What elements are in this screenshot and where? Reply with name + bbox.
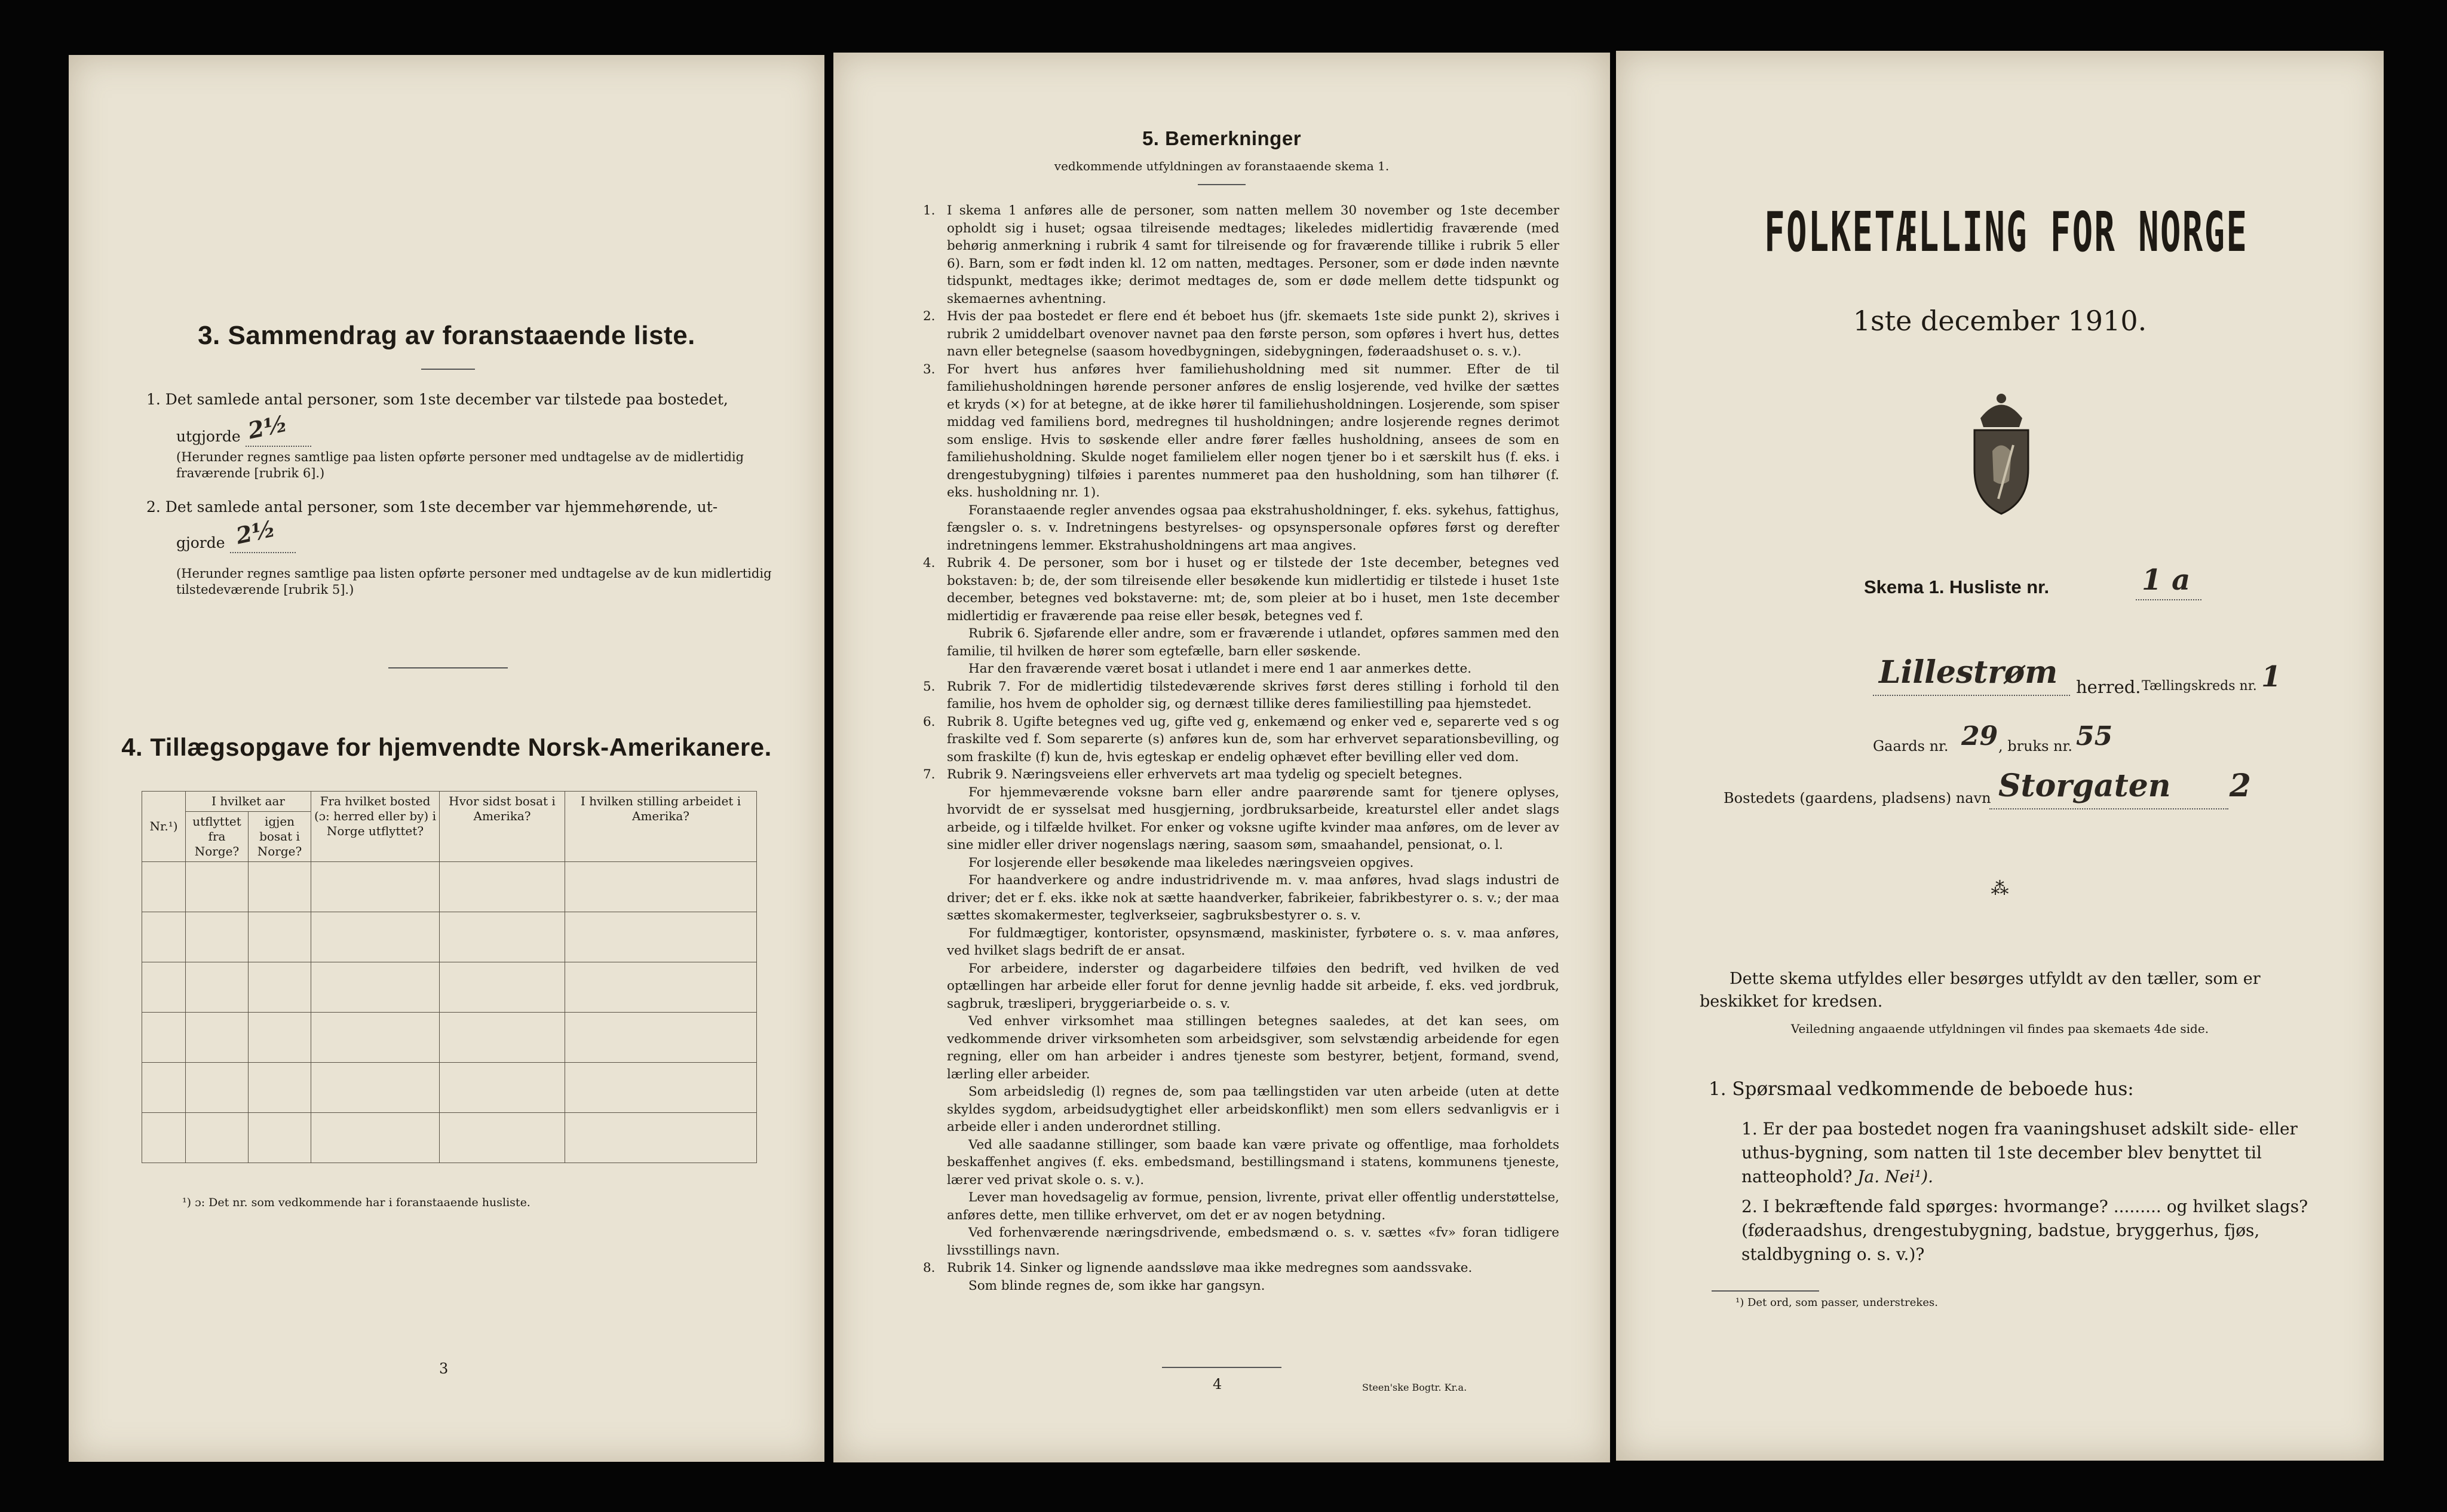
table-row	[142, 912, 757, 962]
remark-text: For fuldmægtiger, kontorister, opsynsmænd, maskinister, fyrbøtere o. s. v. maa anføres, ved hvilket slags bedrift de er ansat.	[947, 925, 1559, 958]
remark-item	[923, 1259, 1559, 1277]
remark-item	[923, 625, 1559, 660]
question-1-answer: Ja. Nei¹).	[1857, 1167, 1934, 1186]
skema-label: Skema 1. Husliste nr.	[1864, 576, 2050, 597]
remark-item	[923, 678, 1559, 713]
question-1	[1741, 1117, 2309, 1189]
item-1-handwritten: 2½	[246, 409, 290, 444]
remark-text: Hvis der paa bostedet er flere end ét beboet hus (jfr. skemaets 1ste side punkt 2), skrives i rubrik 2 umiddelbart ovenover navnet paa den første person, som opføres i hvert hus, dettes navn eller betegnelse (saasom hovedbygningen, sidebygningen, føderaadshuset o. s. v.).	[947, 309, 1559, 359]
remark-text: Som arbeidsledig (l) regnes de, som paa tællingstiden var uten arbeide (uten at dette skyldes sygdom, arbeidsudygtighet eller arbeidskonflikt) men som ellers sedvanligvis er i arbeide eller i anden underordnet stilling.	[947, 1084, 1559, 1134]
item-1-label-text: utgjorde	[176, 428, 241, 445]
remark-item	[923, 502, 1559, 555]
remarks-list	[923, 202, 1559, 1295]
norwegian-coat-of-arms-icon	[1957, 385, 2046, 517]
remark-text: Rubrik 6. Sjøfarende eller andre, som er fraværende i utlandet, opføres sammen med den familie, til hvilken de hører som egtefælle, barn eller søskende.	[947, 626, 1559, 659]
remark-item	[923, 960, 1559, 1013]
remark-number: 7.	[923, 767, 936, 782]
remark-item	[923, 1136, 1559, 1189]
remark-item	[923, 925, 1559, 960]
herred-value: Lillestrøm	[1879, 654, 2058, 691]
remark-item	[923, 1224, 1559, 1259]
divider	[388, 667, 508, 668]
census-title-wrap	[1616, 200, 2384, 264]
footnote: ¹) Det ord, som passer, understrekes.	[1735, 1296, 1938, 1309]
remark-item	[923, 1013, 1559, 1083]
remark-text: For arbeidere, inderster og dagarbeidere tilføies den bedrift, ved hvilken de ved optællingen har arbeide eller forut for denne jevnlig hadde sit arbeide, f. eks. ved jordbruk, sagbruk, træsliperi, bryggeriarbeide o. s. v.	[947, 961, 1559, 1011]
remark-number: 1.	[923, 203, 936, 218]
remark-text: Ved enhver virksomhet maa stillingen betegnes saaledes, at det kan sees, om vedkommende driver virksomheten som arbeidsgiver, som selvstændig arbeidende for egen regning, eller om han arbeider i andres tjeneste som bestyrer, betjent, formand, svend, lærling eller arbeider.	[947, 1014, 1559, 1082]
remark-text: For hvert hus anføres hver familiehusholdning med sit nummer. Efter de til familiehusholdningen hørende personer anføres de enslig losjerende, ved hvilke der sættes et kryds (×) for at betegne, at de ikke hører til familiehusholdningen. Losjerende, som spiser middag ved familiens bord, medregnes til husholdningen; andre losjerende regnes derimot som enslige. Hvis to søskende eller andre fører fælles husholdning, ansees de som en familiehusholdning. Skulde noget familielem eller nogen tjener bo i et særskilt hus (f. eks. i drengestubygning) tilføies i parentes nummeret paa den husholdning, som han tilhører (f. eks. husholdning nr. 1).	[947, 361, 1559, 500]
item-2-text: 2. Det samlede antal personer, som 1ste december var hjemmehørende, ut-	[146, 498, 718, 516]
remark-text: For losjerende eller besøkende maa likeledes næringsveien opgives.	[968, 855, 1414, 870]
remark-text: Foranstaaende regler anvendes ogsaa paa ekstrahusholdninger, f. eks. sykehus, fattighus, fængsler o. s. v. Indretningens bestyrelses- og opsynspersonale opføres først og derefter indretningens lemmer. Ekstrahusholdningens art maa angives.	[947, 502, 1559, 553]
remark-item	[923, 308, 1559, 361]
remark-item	[923, 1189, 1559, 1224]
table-row	[142, 862, 757, 912]
header-hvilket-aar: I hvilket aar	[186, 792, 311, 812]
page-number: 4	[1213, 1376, 1222, 1393]
questions-heading: 1. Spørsmaal vedkommende de beboede hus:	[1709, 1078, 2134, 1100]
divider	[421, 369, 475, 370]
table-row	[142, 1113, 757, 1163]
remark-item	[923, 1277, 1559, 1295]
item-2-note: (Herunder regnes samtlige paa listen opførte personer med undtagelse av de kun midlertidig tilstedeværende [rubrik 5].)	[176, 566, 772, 597]
remark-number: 3.	[923, 361, 936, 377]
item-1-text: 1. Det samlede antal personer, som 1ste december var tilstede paa bostedet,	[146, 391, 728, 408]
remark-item	[923, 854, 1559, 872]
remark-item	[923, 361, 1559, 502]
remark-text: Ved alle saadanne stillinger, som baade kan være private og offentlige, maa forholdets beskaffenhet angives (f. eks. embedsmand, bestillingsmand i statens, kommunens tjeneste, lærer ved privat skole o. s. v.).	[947, 1137, 1559, 1188]
table-row	[142, 962, 757, 1013]
remark-text: Som blinde regnes de, som ikke har gangsyn.	[968, 1278, 1265, 1293]
bruks-label: , bruks nr.	[1998, 738, 2072, 755]
item-2-label-text: gjorde	[176, 534, 225, 551]
divider	[1198, 184, 1246, 185]
husliste-nr-value: 1 a	[2142, 563, 2191, 597]
info-guidance: Veiledning angaaende utfyldningen vil findes paa skemaets 4de side.	[1790, 1022, 2209, 1036]
remark-item	[923, 713, 1559, 766]
norsk-amerikanere-table	[142, 791, 757, 1163]
printer-imprint: Steen'ske Bogtr. Kr.a.	[1362, 1382, 1467, 1393]
kreds-value: 1	[2261, 660, 2282, 694]
remark-item	[923, 660, 1559, 678]
gaards-value: 29	[1961, 721, 1998, 752]
remark-number: 6.	[923, 714, 936, 729]
table-row	[142, 1013, 757, 1063]
remark-item	[923, 202, 1559, 308]
remark-number: 2.	[923, 309, 936, 324]
remark-text: I skema 1 anføres alle de personer, som natten mellem 30 november og 1ste december opholdt sig i huset; ogsaa tilreisende medtages; likeledes midlertidig fraværende (med behørig anmerkning i rubrik 4 samt for tilreisende og for fraværende tillike i rubrik 5 eller 6). Barn, som er født inden kl. 12 om natten, medtages. Personer, som er døde inden nævnte tidspunkt, medtages ikke; derimot medtages de, som er døde mellem dette tidspunkt og skemaernes avhentning.	[947, 203, 1559, 306]
item-1-note: (Herunder regnes samtlige paa listen opførte personer med undtagelse av de midlertidig fraværende [rubrik 6].)	[176, 450, 744, 480]
remark-text: For hjemmeværende voksne barn eller andre paarørende samt for tjenere oplyses, hvorvidt de er sysselsat med husgjerning, jordbruksarbeide, kreaturstel eller andet slags arbeide, og i tilfælde hvilket. For enker og voksne ugifte kvinder maa anføres, om de lever av sine midler eller driver nogenslags næring, saasom søm, smaahandel, pensionat, o. l.	[947, 784, 1559, 852]
remark-number: 8.	[923, 1260, 936, 1275]
bruks-value: 55	[2076, 721, 2113, 752]
question-1-text: 1. Er der paa bostedet nogen fra vaaningshuset adskilt side- eller uthus-bygning, som natten til 1ste december blev benyttet til natteophold?	[1741, 1119, 2298, 1186]
census-date: 1ste december 1910.	[1853, 305, 2147, 337]
remarks-title: 5. Bemerkninger	[1142, 127, 1302, 149]
census-title: FOLKETÆLLING FOR NORGE	[1764, 200, 2249, 264]
remark-text: Rubrik 9. Næringsveiens eller erhvervets art maa tydelig og specielt betegnes.	[947, 767, 1463, 782]
remark-text: Lever man hovedsagelig av formue, pension, livrente, privat eller offentlig understøttelse, anføres dette, men tillike erhvervet, om det er av nogen betydning.	[947, 1190, 1559, 1223]
remark-text: Rubrik 8. Ugifte betegnes ved ug, gifte ved g, enkemænd og enker ved e, separerte ved s og fraskilte ved f. Som separerte (s) anføres kun de, som har erhvervet separationsbevilling, og som fraskilte (f) kun de, hvis egteskap er endelig ophævet efter bevilling eller ved dom.	[947, 714, 1559, 765]
bosted-value: Storgaten 2	[1998, 768, 2251, 804]
kreds-label: Tællingskreds nr.	[2142, 679, 2257, 694]
section-4-title: 4. Tillægsopgave for hjemvendte Norsk-Amerikanere.	[121, 733, 772, 761]
page-number: 3	[439, 1360, 449, 1377]
header-nr: Nr.¹)	[142, 792, 186, 862]
herred-label: herred.	[2076, 677, 2141, 697]
header-utflyttet: utflyttet fra Norge?	[186, 812, 249, 862]
remark-text: Ved forhenværende næringsdrivende, embedsmænd o. s. v. sættes «fv» foran tidligere livsstillings navn.	[947, 1225, 1559, 1258]
header-fra-bosted: Fra hvilket bosted (ɔ: herred eller by) i Norge utflyttet?	[311, 792, 440, 862]
bosted-label: Bostedets (gaardens, pladsens) navn	[1724, 790, 1991, 806]
table-row	[142, 1063, 757, 1113]
remark-text: Har den fraværende været bosat i utlandet i mere end 1 aar anmerkes dette.	[968, 661, 1472, 676]
remark-text: Rubrik 14. Sinker og lignende aandssløve maa ikke medregnes som aandssvake.	[947, 1260, 1473, 1275]
divider	[1162, 1367, 1281, 1368]
remark-text: Rubrik 4. De personer, som bor i huset og er tilstede der 1ste december, betegnes ved bokstaven: b; de, der som tilreisende eller besøkende kun midlertidig er tilstede i huset 1ste december, betegnes ved bokstaverne: mt; de, som pleier at bo i huset, men 1ste december midlertidig er fraværende paa reise eller besøk, betegnes ved f.	[947, 556, 1559, 624]
remarks-subtitle: vedkommende utfyldningen av foranstaaende skema 1.	[1054, 159, 1390, 173]
remark-text: Rubrik 7. For de midlertidig tilstedeværende skrives først deres stilling i forhold til den familie, hos hvem de opholder sig, og dernæst tillike deres familiestilling paa hjemstedet.	[947, 679, 1559, 711]
remark-text: For haandverkere og andre industridrivende m. v. maa anføres, hvad slags industri de driver; det er f. eks. ikke nok at sætte haandverker, fabrikeier, fabrikbestyrer o. s. v.; der maa sættes skomakermester, teglverkseier, sagbruksbestyrer o. s. v.	[947, 873, 1559, 923]
remark-item	[923, 784, 1559, 854]
header-igjen: igjen bosat i Norge?	[249, 812, 311, 862]
page-1-right	[1616, 51, 2384, 1461]
header-hvor-sidst: Hvor sidst bosat i Amerika?	[440, 792, 565, 862]
remark-item	[923, 554, 1559, 625]
page-4-middle	[833, 53, 1610, 1462]
divider	[1712, 1290, 1819, 1292]
remark-item	[923, 1083, 1559, 1136]
table-footnote: ¹) ɔ: Det nr. som vedkommende har i foranstaaende husliste.	[182, 1196, 531, 1209]
page-3-left	[69, 55, 824, 1462]
info-text: Dette skema utfyldes eller besørges utfyldt av den tæller, som er beskikket for kredsen.	[1700, 970, 2261, 1011]
item-2-handwritten: 2½	[234, 514, 278, 550]
header-stilling: I hvilken stilling arbeidet i Amerika?	[565, 792, 757, 862]
question-2: 2. I bekræftende fald spørges: hvormange? ......... og hvilket slags? (føderaadshus, drengestubygning, badstue, bryggerhus, fjøs, staldbygning o. s. v.)?	[1741, 1197, 2308, 1264]
section-3-title: 3. Sammendrag av foranstaaende liste.	[198, 321, 695, 350]
item-1-label	[176, 427, 311, 447]
gaards-label: Gaards nr.	[1873, 738, 1949, 755]
remark-item	[923, 766, 1559, 784]
ornament-icon: ⁂	[1991, 878, 2009, 899]
remark-item	[923, 872, 1559, 925]
remark-number: 5.	[923, 679, 936, 694]
remark-number: 4.	[923, 556, 936, 571]
